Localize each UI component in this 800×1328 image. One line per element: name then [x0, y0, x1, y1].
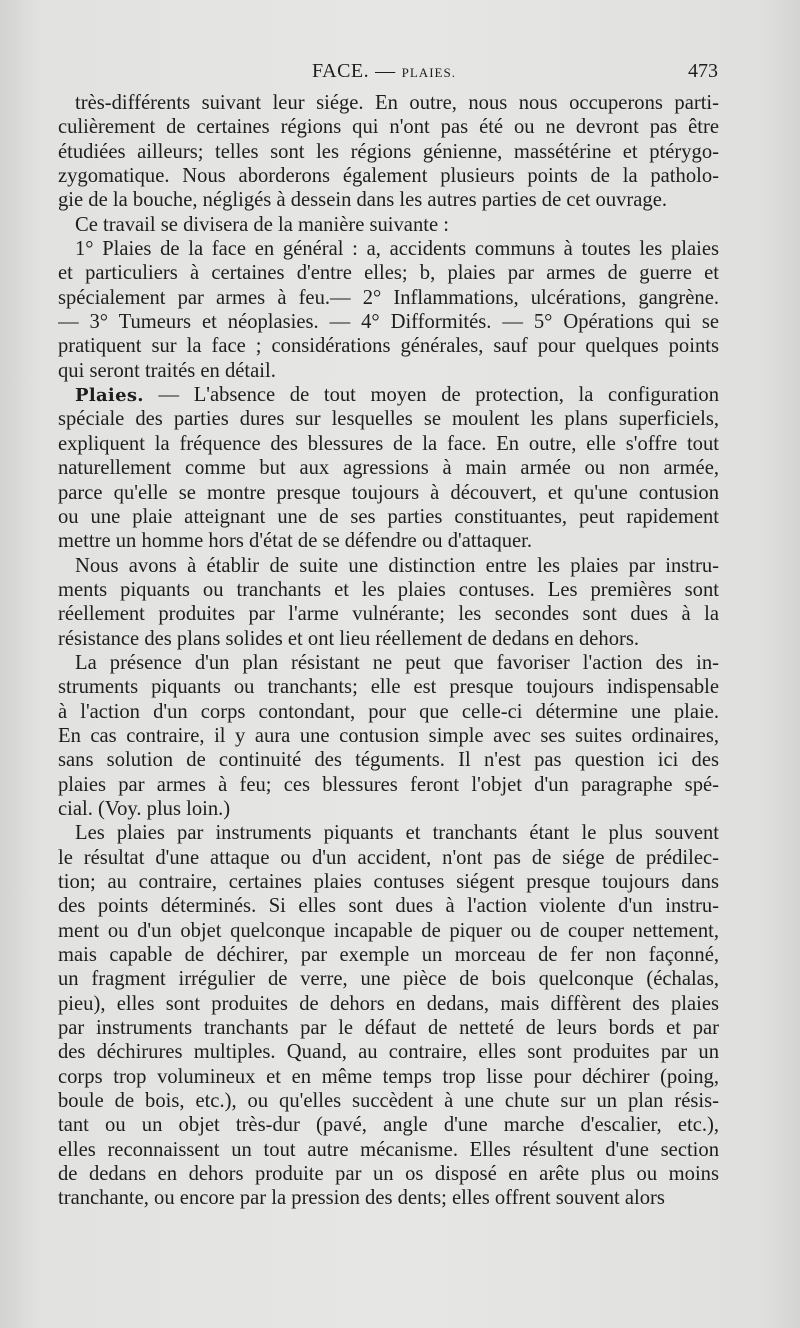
page-number: 473: [688, 60, 718, 82]
text-line: [58, 383, 719, 407]
line-text: qui seront traités en détail.: [58, 359, 276, 382]
text-line: [58, 505, 719, 529]
text-line: [58, 286, 719, 310]
line-text: à l'action d'un corps contondant, pour que celle-ci détermine une plaie.: [58, 700, 719, 723]
text-line: [58, 773, 719, 797]
text-line: [58, 164, 719, 188]
line-text: 1° Plaies de la face en général : a, accidents communs à toutes les plaies: [75, 238, 719, 261]
text-line: [58, 481, 719, 505]
line-text: des déchirures multiples. Quand, au contraire, elles sont produites par un: [58, 1041, 719, 1064]
text-line: [58, 627, 719, 651]
text-line: [58, 821, 719, 845]
line-text: parce qu'elle se montre presque toujours à découvert, et qu'une contusion: [58, 481, 719, 504]
line-text: de dedans en dehors produite par un os disposé en arête plus ou moins: [58, 1163, 719, 1186]
line-text: struments piquants ou tranchants; elle est presque toujours indispensable: [58, 676, 719, 699]
text-line: [58, 359, 719, 383]
line-text: ment ou d'un objet quelconque incapable de piquer ou de couper nettement,: [58, 919, 719, 942]
line-text: pieu), elles sont produites de dehors en dedans, mais diffèrent des plaies: [58, 992, 719, 1015]
text-line: [58, 602, 719, 626]
line-text: cial. (Voy. plus loin.): [58, 797, 231, 820]
text-line: [58, 1040, 719, 1064]
line-text: Les plaies par instruments piquants et tranchants étant le plus souvent: [75, 822, 719, 845]
paragraph: [58, 554, 719, 651]
line-text: étudiées ailleurs; telles sont les régions génienne, massétérine et ptérygo-: [58, 140, 719, 163]
line-text: Ce travail se divisera de la manière suivante :: [75, 213, 449, 236]
running-head-section: PLAIES.: [401, 65, 456, 80]
text-line: [58, 578, 719, 602]
line-text: boule de bois, etc.), ou qu'elles succèdent à une chute sur un plan résis-: [58, 1090, 719, 1113]
text-line: [58, 1089, 719, 1113]
line-text: tion; au contraire, certaines plaies contuses siégent presque toujours dans: [58, 871, 719, 893]
text-line: [58, 846, 719, 870]
running-head-separator: —: [375, 60, 396, 82]
text-line: [58, 1113, 719, 1137]
page-header: [58, 58, 718, 88]
running-head-title: FACE.: [312, 60, 370, 82]
text-line: [58, 310, 719, 334]
text-line: [58, 675, 719, 699]
text-line: [58, 943, 719, 967]
text-line: [58, 870, 719, 894]
text-line: [58, 188, 719, 212]
paragraph: [58, 213, 719, 237]
paragraph: [58, 821, 719, 1211]
line-text: naturellement comme but aux agressions à main armée ou non armée,: [58, 457, 719, 480]
line-text: La présence d'un plan résistant ne peut que favoriser l'action des in-: [75, 651, 719, 674]
running-head: [312, 60, 456, 83]
text-line: [58, 1016, 719, 1040]
paragraph: [58, 91, 719, 213]
text-line: [58, 91, 719, 115]
line-text: mais capable de déchirer, par exemple un morceau de fer non façonné,: [58, 944, 719, 967]
section-heading: Plaies.: [75, 385, 144, 407]
line-text: résistance des plans solides et ont lieu réellement de dedans en dehors.: [58, 627, 640, 650]
text-line: [58, 261, 719, 285]
line-text: elles reconnaissent un tout autre mécanisme. Elles résultent d'une section: [58, 1138, 719, 1161]
line-text: tant ou un objet très-dur (pavé, angle d'une marche d'escalier, etc.),: [58, 1114, 719, 1137]
text-line: [58, 1186, 719, 1210]
text-line: [58, 1138, 719, 1162]
text-line: [58, 334, 719, 358]
line-text: réellement produites par l'arme vulnérante; les secondes sont dues à la: [58, 603, 719, 626]
line-text: spéciale des parties dures sur lesquelles se moulent les plans superficiels,: [58, 408, 719, 431]
line-text: le résultat d'une attaque ou d'un accident, n'ont pas de siége de prédilec-: [58, 846, 719, 869]
text-line: [58, 967, 719, 991]
paragraph: [58, 237, 719, 383]
text-line: [58, 797, 719, 821]
text-line: [58, 894, 719, 918]
line-text: gie de la bouche, négligés à dessein dans les autres parties de cet ouvrage.: [58, 189, 668, 212]
text-line: [58, 700, 719, 724]
paragraph: [58, 651, 719, 821]
line-text: En cas contraire, il y aura une contusion simple avec ses suites ordinaires,: [58, 724, 719, 747]
text-line: [58, 724, 719, 748]
line-text: spécialement par armes à feu.— 2° Inflammations, ulcérations, gangrène.: [58, 286, 719, 309]
line-text: culièrement de certaines régions qui n'ont pas été ou ne devront pas être: [58, 116, 719, 139]
line-text: expliquent la fréquence des blessures de la face. En outre, elle s'offre tout: [58, 432, 719, 455]
text-line: [58, 407, 719, 431]
text-line: [58, 529, 719, 553]
text-line: [58, 432, 719, 456]
line-text: et particuliers à certaines d'entre elles; b, plaies par armes de guerre et: [58, 262, 719, 285]
line-text: — L'absence de tout moyen de protection, la configuration: [143, 384, 719, 407]
line-text: tranchante, ou encore par la pression des dents; elles offrent souvent alors: [58, 1187, 665, 1210]
text-line: [58, 554, 719, 578]
line-text: très-différents suivant leur siége. En outre, nous nous occuperons parti-: [75, 92, 719, 114]
line-text: un fragment irrégulier de verre, une pièce de bois quelconque (échalas,: [58, 968, 719, 991]
line-text: corps trop volumineux et en même temps trop lisse pour déchirer (poing,: [58, 1065, 719, 1088]
text-line: [58, 651, 719, 675]
line-text: plaies par armes à feu; ces blessures feront l'objet d'un paragraphe spé-: [58, 773, 719, 796]
paragraph: [58, 383, 719, 553]
line-text: ments piquants ou tranchants et les plaies contuses. Les premières sont: [58, 578, 719, 601]
text-line: [58, 1065, 719, 1089]
page-body: [58, 91, 719, 1211]
text-line: [58, 748, 719, 772]
line-text: pratiquent sur la face ; considérations générales, sauf pour quelques points: [58, 335, 719, 358]
line-text: — 3° Tumeurs et néoplasies. — 4° Difformités. — 5° Opérations qui se: [58, 311, 719, 334]
line-text: des points déterminés. Si elles sont dues à l'action violente d'un instru-: [58, 895, 719, 918]
line-text: sans solution de continuité des téguments. Il n'est pas question ici des: [58, 749, 719, 772]
line-text: mettre un homme hors d'état de se défendre ou d'attaquer.: [58, 530, 533, 553]
line-text: zygomatique. Nous aborderons également plusieurs points de la patholo-: [58, 165, 719, 188]
text-line: [58, 1162, 719, 1186]
text-line: [58, 237, 719, 261]
line-text: par instruments tranchants par le défaut de netteté de leurs bords et par: [58, 1017, 719, 1040]
text-line: [58, 919, 719, 943]
text-line: [58, 456, 719, 480]
text-line: [58, 992, 719, 1016]
text-line: [58, 213, 719, 237]
line-text: Nous avons à établir de suite une distinction entre les plaies par instru-: [75, 554, 719, 577]
text-line: [58, 140, 719, 164]
text-line: [58, 115, 719, 139]
line-text: ou une plaie atteignant une de ses parties constituantes, peut rapidement: [58, 505, 719, 528]
